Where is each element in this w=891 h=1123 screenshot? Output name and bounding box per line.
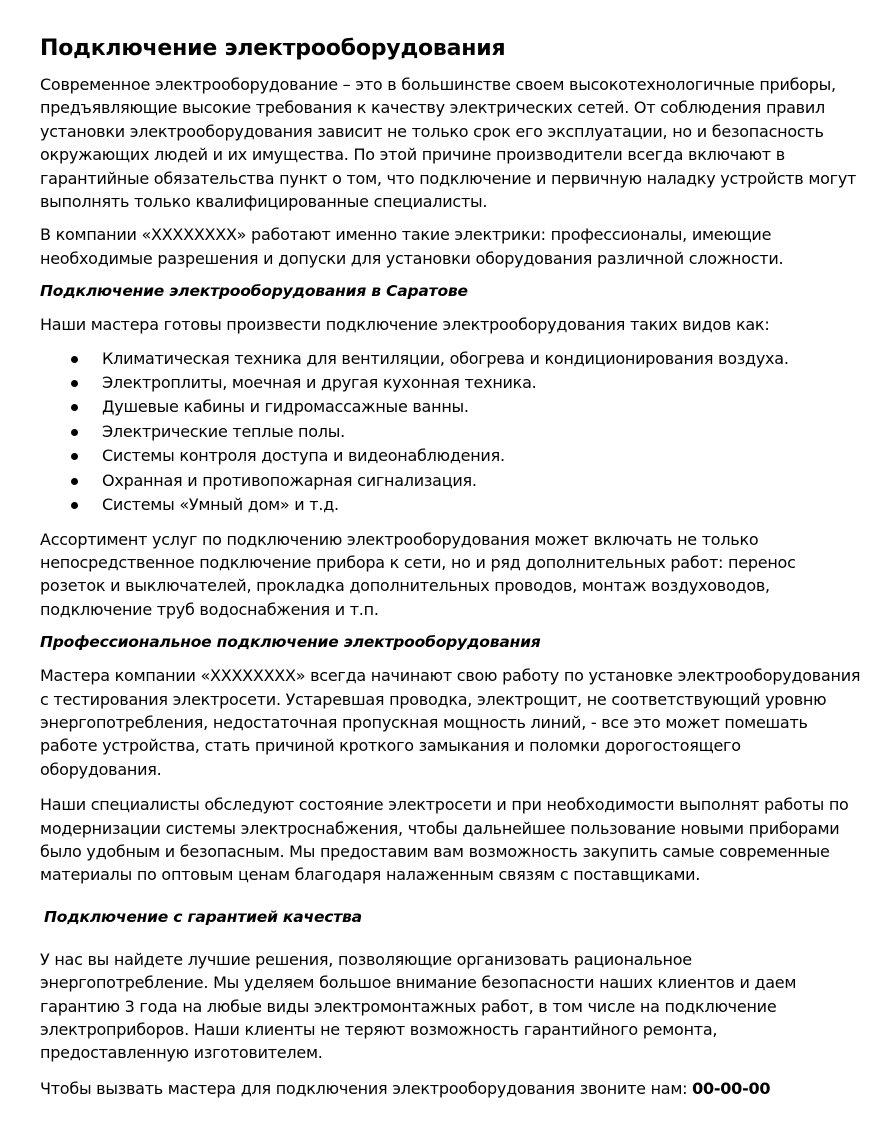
bullet-icon: [71, 453, 78, 460]
list-item: [40, 371, 861, 395]
bullet-icon: [71, 356, 78, 363]
bullet-icon: [71, 478, 78, 485]
list-item: [40, 395, 861, 419]
list-item: [40, 469, 861, 493]
list-item-text: Климатическая техника для вентиляции, обогрева и кондиционирования воздуха.: [102, 348, 789, 368]
list-item-text: Системы «Умный дом» и т.д.: [102, 495, 339, 515]
phone-number: 00-00-00: [692, 1078, 771, 1098]
services-list: [40, 347, 861, 518]
contact-line: [40, 1077, 861, 1100]
list-item-text: Электрические теплые полы.: [102, 421, 345, 441]
services-lead: Наши мастера готовы произвести подключение электрооборудования таких видов как:: [40, 315, 770, 335]
bullet-icon: [71, 429, 78, 436]
list-item: [40, 347, 861, 371]
page-title: Подключение электрооборудования: [40, 36, 506, 61]
bullet-icon: [71, 404, 78, 411]
intro-paragraph: Современное электрооборудование – это в большинстве своем высокотехнологичные приборы, предъявляющие высокие требования к качеству электрических сетей. От соблюдения правил установки электрооборудования зависит не только срок его эксплуатации, но и безопасность окружающих людей и их имущества. По этой причине производители всегда включают в гарантийные обязательства пункт о том, что подключение и первичную наладку устройств могут выполнять только квалифицированные специалисты.: [40, 75, 857, 212]
services-extra-paragraph: Ассортимент услуг по подключению электрооборудования может включать не только непосредственное подключение прибора к сети, но и ряд дополнительных работ: перенос розеток и выключателей, прокладка дополнительных проводов, монтаж воздуховодов, подключение труб водоснабжения и т.п.: [40, 529, 796, 619]
list-item: [40, 444, 861, 468]
company-paragraph: В компании «ХХХХХХХХ» работают именно такие электрики: профессионалы, имеющие необходимые разрешения и допуски для установки оборудования различной сложности.: [40, 225, 784, 268]
contact-text: Чтобы вызвать мастера для подключения электрооборудования звоните нам:: [40, 1078, 693, 1098]
section-heading-professional: Профессиональное подключение электрооборудования: [40, 633, 541, 652]
list-item: [40, 493, 861, 517]
list-item-text: Охранная и противопожарная сигнализация.: [102, 470, 477, 490]
bullet-icon: [71, 502, 78, 509]
testing-paragraph: Мастера компании «ХХХХХХХХ» всегда начинают свою работу по установке электрооборудования с тестирования электросети. Устаревшая проводка, электрощит, не соответствующий уровню энергопотребления, недостаточная пропускная мощность линий, - все это может помешать работе устройства, стать причиной кроткого замыкания и поломки дорогостоящего оборудования.: [40, 666, 861, 779]
section-heading-saratov: Подключение электрооборудования в Саратове: [40, 282, 468, 301]
modernization-paragraph: Наши специалисты обследуют состояние электросети и при необходимости выполнят работы по модернизации системы электроснабжения, чтобы дальнейшее пользование новыми приборами было удобным и безопасным. Мы предоставим вам возможность закупить самые современные материалы по оптовым ценам благодаря налаженным связям с поставщиками.: [40, 795, 849, 885]
bullet-icon: [71, 380, 78, 387]
list-item-text: Душевые кабины и гидромассажные ванны.: [102, 397, 469, 417]
list-item: [40, 420, 861, 444]
list-item-text: Системы контроля доступа и видеонаблюдения.: [102, 446, 505, 466]
section-heading-guarantee: Подключение с гарантией качества: [44, 907, 362, 926]
guarantee-paragraph: У нас вы найдете лучшие решения, позволяющие организовать рациональное энергопотребление. Мы уделяем большое внимание безопасности наших клиентов и даем гарантию 3 года на любые виды электромонтажных работ, в том числе на подключение электроприборов. Наши клиенты не теряют возможность гарантийного ремонта, предоставленную изготовителем.: [40, 949, 797, 1063]
list-item-text: Электроплиты, моечная и другая кухонная техника.: [102, 373, 537, 393]
